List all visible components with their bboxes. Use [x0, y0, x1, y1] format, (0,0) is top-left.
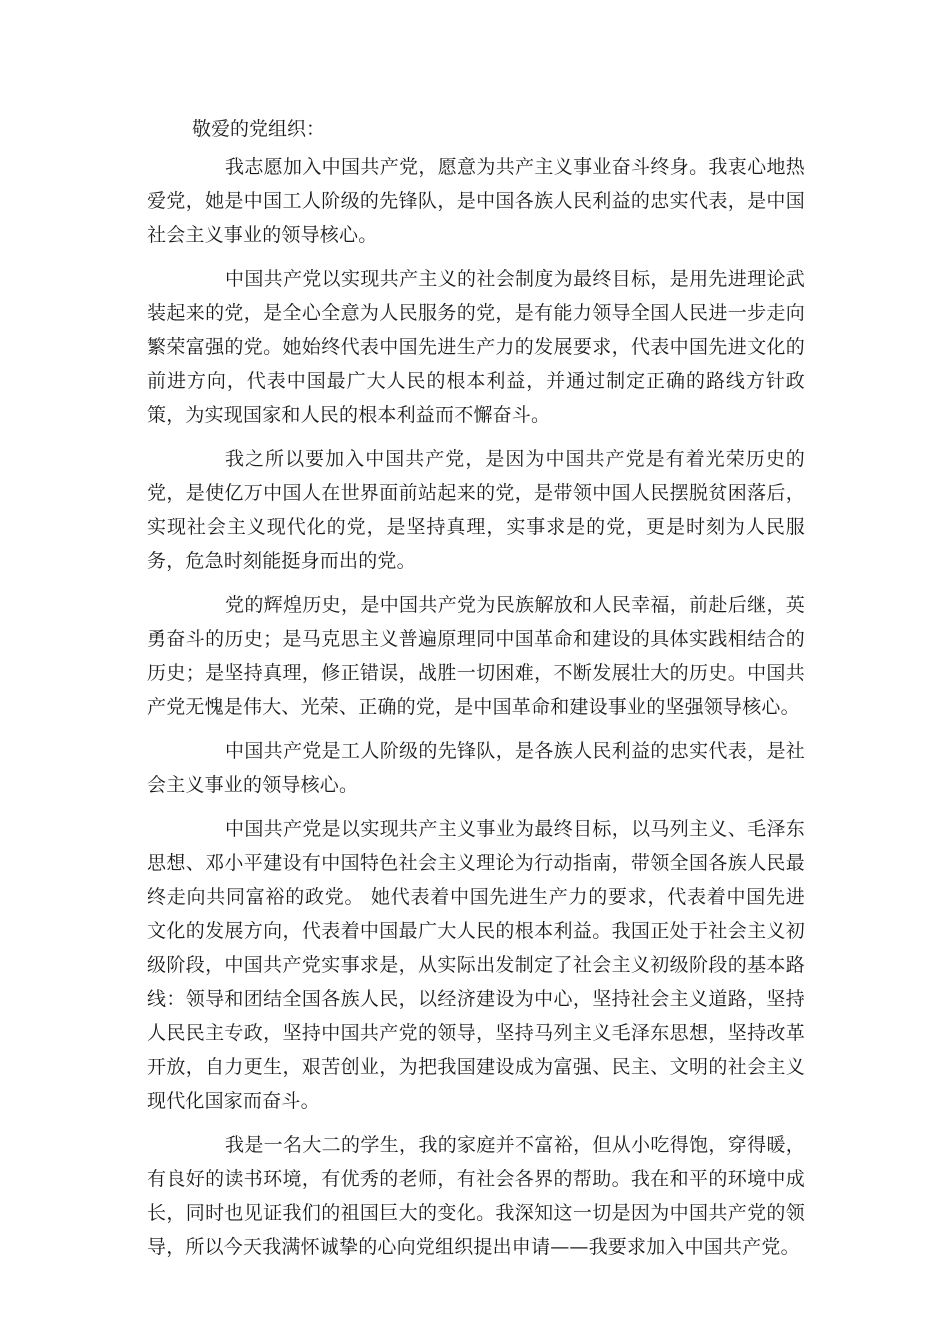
paragraph-2: 中国共产党以实现共产主义的社会制度为最终目标，是用先进理论武装起来的党，是全心全意为人民服务的党，是有能力领导全国人民进一步走向繁荣富强的党。她始终代表中国先进生产力的发展要求，代表中国先进文化的前进方向，代表中国最广大人民的根本利益，并通过制定正确的路线方针政策，为实现国家和人民的根本利益而不懈奋斗。	[147, 268, 805, 426]
salutation: 敬爱的党组织：	[192, 118, 326, 140]
paragraph-7: 我是一名大二的学生，我的家庭并不富裕，但从小吃得饱，穿得暖，有良好的读书环境，有优秀的老师，有社会各界的帮助。我在和平的环境中成长，同时也见证我们的祖国巨大的变化。我深知这一切是因为中国共产党的领导，所以今天我满怀诚挚的心向党组织提出申请——我要求加入中国共产党。	[147, 1134, 805, 1258]
paragraph-6: 中国共产党是以实现共产主义事业为最终目标，以马列主义、毛泽东思想、邓小平建设有中国特色社会主义理论为行动指南，带领全国各族人民最终走向共同富裕的政党。 她代表着中国先进生产力的要求，代表着中国先进文化的发展方向，代表着中国最广大人民的根本利益。我国正处于社会主义初级阶段，中国共产党实事求是，从实际出发制定了社会主义初级阶段的基本路线：领导和团结全国各族人民，以经济建设为中心，坚持社会主义道路，坚持人民民主专政，坚持中国共产党的领导，坚持马列主义毛泽东思想，坚持改革开放，自力更生，艰苦创业，为把我国建设成为富强、民主、文明的社会主义现代化国家而奋斗。	[147, 818, 805, 1112]
paragraph-4: 党的辉煌历史，是中国共产党为民族解放和人民幸福，前赴后继，英勇奋斗的历史；是马克思主义普遍原理同中国革命和建设的具体实践相结合的历史；是坚持真理，修正错误，战胜一切困难，不断发展壮大的历史。中国共产党无愧是伟大、光荣、正确的党，是中国革命和建设事业的坚强领导核心。	[147, 594, 805, 718]
paragraph-5: 中国共产党是工人阶级的先锋队，是各族人民利益的忠实代表，是社会主义事业的领导核心。	[147, 740, 805, 796]
letter-body	[147, 150, 805, 1274]
paragraph-3: 我之所以要加入中国共产党，是因为中国共产党是有着光荣历史的党，是使亿万中国人在世界面前站起来的党，是带领中国人民摆脱贫困落后，实现社会主义现代化的党，是坚持真理，实事求是的党，更是时刻为人民服务，危急时刻能挺身而出的党。	[147, 448, 805, 572]
paragraph-1: 我志愿加入中国共产党，愿意为共产主义事业奋斗终身。我衷心地热爱党，她是中国工人阶级的先锋队，是中国各族人民利益的忠实代表，是中国社会主义事业的领导核心。	[147, 156, 805, 246]
